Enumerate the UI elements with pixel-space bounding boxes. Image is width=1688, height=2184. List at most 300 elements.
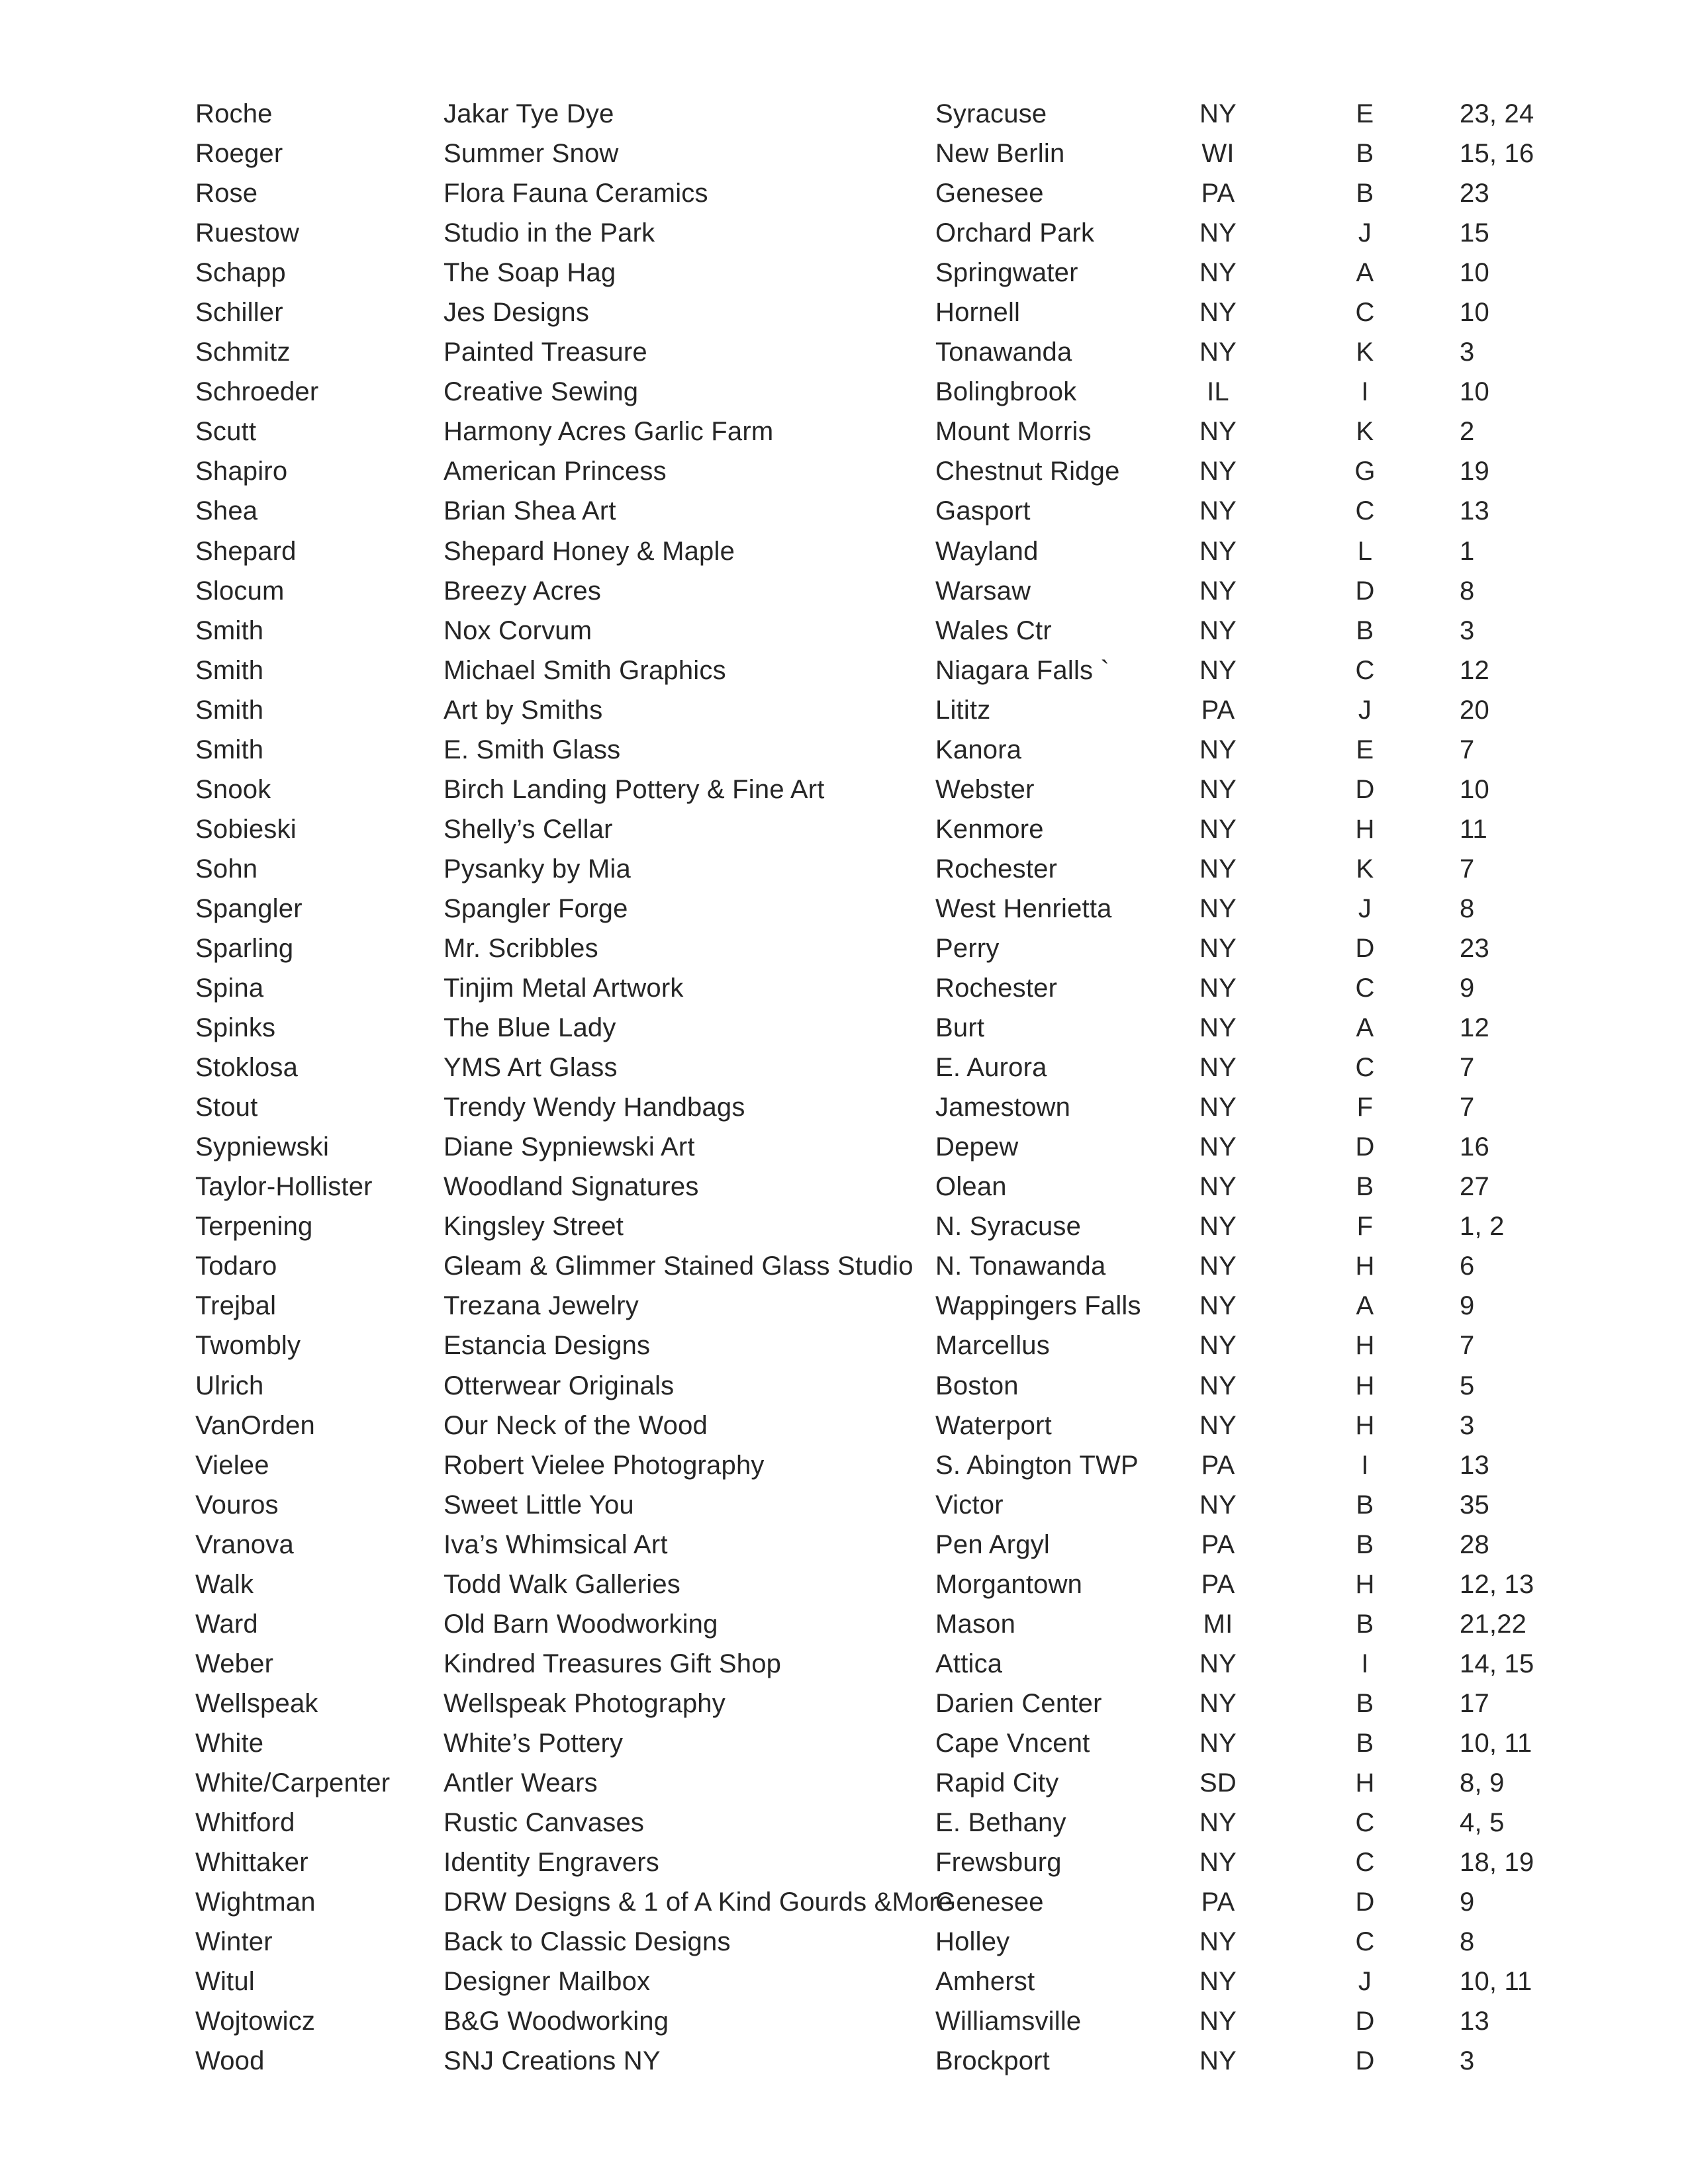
vendor-aisle: B [1356,1688,1374,1718]
vendor-booth-number: 3 [1460,1410,1475,1440]
vendor-aisle: B [1356,1172,1374,1202]
vendor-business-name: Antler Wears [444,1768,598,1797]
vendor-business-name: Woodland Signatures [444,1172,699,1202]
vendor-row [0,1803,1688,1843]
vendor-row [0,1684,1688,1723]
vendor-state: NY [1199,1093,1237,1122]
vendor-aisle: H [1355,1331,1375,1361]
vendor-row [0,1127,1688,1167]
vendor-row [0,1048,1688,1087]
vendor-aisle: B [1356,1529,1374,1559]
vendor-last-name: Smith [195,615,264,645]
vendor-row [0,1962,1688,2001]
vendor-row [0,889,1688,929]
vendor-row [0,1843,1688,1882]
vendor-business-name: SNJ Creations NY [444,2046,661,2076]
vendor-city: Jamestown [935,1093,1071,1122]
vendor-last-name: Vielee [195,1450,269,1480]
vendor-city: Cape Vncent [935,1728,1090,1758]
vendor-business-name: The Blue Lady [444,1013,616,1043]
vendor-state: NY [1199,854,1237,884]
vendor-row [0,651,1688,690]
vendor-directory-table [0,94,1688,2081]
vendor-city: Rochester [935,974,1058,1003]
vendor-last-name: Stout [195,1093,258,1122]
vendor-state: NY [1199,893,1237,923]
vendor-city: Wayland [935,536,1039,566]
vendor-aisle: A [1356,258,1374,288]
vendor-state: NY [1199,2046,1237,2076]
vendor-aisle: E [1356,99,1374,128]
vendor-booth-number: 9 [1460,1888,1475,1917]
vendor-aisle: D [1355,2046,1375,2076]
vendor-last-name: Walk [195,1569,254,1599]
vendor-last-name: Schapp [195,258,286,288]
vendor-state: NY [1199,735,1237,764]
vendor-business-name: Old Barn Woodworking [444,1609,718,1639]
vendor-booth-number: 18, 19 [1460,1848,1534,1878]
vendor-booth-number: 3 [1460,615,1475,645]
vendor-aisle: B [1356,1728,1374,1758]
vendor-last-name: Winter [195,1927,273,1957]
vendor-booth-number: 15, 16 [1460,139,1534,169]
vendor-booth-number: 19 [1460,457,1489,486]
vendor-booth-number: 8 [1460,893,1475,923]
vendor-last-name: Sobieski [195,814,297,844]
vendor-aisle: C [1355,496,1375,526]
vendor-business-name: DRW Designs & 1 of A Kind Gourds &More [444,1888,953,1917]
vendor-booth-number: 3 [1460,338,1475,367]
vendor-booth-number: 23 [1460,933,1489,963]
vendor-aisle: A [1356,1291,1374,1321]
vendor-business-name: Gleam & Glimmer Stained Glass Studio [444,1251,914,1281]
vendor-aisle: I [1361,1649,1369,1678]
vendor-row [0,1763,1688,1803]
vendor-business-name: Diane Sypniewski Art [444,1132,695,1162]
vendor-last-name: Slocum [195,576,285,606]
vendor-state: NY [1199,1212,1237,1242]
vendor-state: NY [1199,1053,1237,1083]
vendor-state: NY [1199,933,1237,963]
vendor-last-name: Schroeder [195,377,319,407]
vendor-business-name: The Soap Hag [444,258,616,288]
vendor-aisle: F [1356,1212,1374,1242]
vendor-state: NY [1199,1410,1237,1440]
vendor-city: Syracuse [935,99,1047,128]
vendor-city: Rapid City [935,1768,1059,1797]
vendor-state: NY [1199,615,1237,645]
vendor-row [0,173,1688,213]
vendor-aisle: D [1355,576,1375,606]
vendor-city: Wales Ctr [935,615,1052,645]
vendor-business-name: Estancia Designs [444,1331,651,1361]
vendor-aisle: D [1355,933,1375,963]
vendor-state: NY [1199,1291,1237,1321]
vendor-booth-number: 1 [1460,536,1475,566]
vendor-booth-number: 7 [1460,1331,1475,1361]
vendor-booth-number: 12, 13 [1460,1569,1534,1599]
vendor-aisle: J [1358,893,1372,923]
vendor-aisle: B [1356,179,1374,208]
vendor-business-name: Creative Sewing [444,377,639,407]
vendor-state: NY [1199,1927,1237,1957]
vendor-city: Kenmore [935,814,1044,844]
vendor-booth-number: 10 [1460,258,1489,288]
vendor-row [0,491,1688,531]
vendor-row [0,1326,1688,1365]
vendor-city: Frewsburg [935,1848,1062,1878]
vendor-booth-number: 10 [1460,774,1489,804]
vendor-state: PA [1201,1569,1235,1599]
vendor-row [0,253,1688,293]
vendor-business-name: Sweet Little You [444,1490,634,1520]
vendor-city: Victor [935,1490,1004,1520]
vendor-aisle: E [1356,735,1374,764]
vendor-city: New Berlin [935,139,1065,169]
vendor-booth-number: 2 [1460,417,1475,447]
vendor-city: Orchard Park [935,218,1095,248]
vendor-state: NY [1199,218,1237,248]
vendor-state: NY [1199,2007,1237,2036]
vendor-aisle: G [1354,457,1376,486]
vendor-state: PA [1201,1529,1235,1559]
vendor-aisle: J [1358,1967,1372,1997]
vendor-city: E. Aurora [935,1053,1047,1083]
vendor-row [0,2041,1688,2081]
vendor-last-name: Shea [195,496,258,526]
vendor-row [0,1604,1688,1644]
vendor-last-name: Wightman [195,1888,316,1917]
vendor-last-name: Weber [195,1649,274,1678]
vendor-business-name: Shelly’s Cellar [444,814,613,844]
vendor-row [0,1366,1688,1406]
vendor-row [0,849,1688,889]
vendor-business-name: Identity Engravers [444,1848,659,1878]
vendor-row [0,929,1688,968]
vendor-state: NY [1199,338,1237,367]
vendor-business-name: Wellspeak Photography [444,1688,726,1718]
vendor-business-name: Kingsley Street [444,1212,624,1242]
vendor-last-name: Sparling [195,933,294,963]
vendor-last-name: Ruestow [195,218,300,248]
vendor-city: Pen Argyl [935,1529,1051,1559]
vendor-state: WI [1201,139,1235,169]
vendor-state: NY [1199,1728,1237,1758]
vendor-row [0,571,1688,611]
vendor-last-name: Spangler [195,893,303,923]
vendor-booth-number: 1, 2 [1460,1212,1505,1242]
vendor-last-name: Snook [195,774,271,804]
vendor-business-name: Birch Landing Pottery & Fine Art [444,774,825,804]
vendor-booth-number: 16 [1460,1132,1489,1162]
vendor-last-name: Shapiro [195,457,288,486]
vendor-city: Brockport [935,2046,1050,2076]
vendor-business-name: Todd Walk Galleries [444,1569,680,1599]
vendor-last-name: Smith [195,735,264,764]
vendor-last-name: Wellspeak [195,1688,318,1718]
vendor-aisle: B [1356,615,1374,645]
vendor-city: E. Bethany [935,1808,1066,1838]
vendor-aisle: I [1361,1450,1369,1480]
vendor-row [0,1087,1688,1127]
vendor-city: Lititz [935,695,991,725]
vendor-row [0,1565,1688,1604]
vendor-last-name: Twombly [195,1331,301,1361]
vendor-last-name: Scutt [195,417,257,447]
vendor-last-name: White [195,1728,264,1758]
vendor-city: Webster [935,774,1035,804]
vendor-state: NY [1199,258,1237,288]
vendor-booth-number: 21,22 [1460,1609,1527,1639]
vendor-city: Depew [935,1132,1019,1162]
vendor-business-name: YMS Art Glass [444,1053,618,1083]
vendor-city: N. Tonawanda [935,1251,1106,1281]
vendor-city: Hornell [935,298,1021,328]
vendor-last-name: Schmitz [195,338,291,367]
vendor-booth-number: 12 [1460,1013,1489,1043]
vendor-booth-number: 13 [1460,2007,1489,2036]
vendor-aisle: H [1355,1410,1375,1440]
vendor-business-name: Studio in the Park [444,218,655,248]
vendor-state: NY [1199,974,1237,1003]
vendor-business-name: Our Neck of the Wood [444,1410,708,1440]
vendor-booth-number: 8 [1460,1927,1475,1957]
vendor-business-name: Shepard Honey & Maple [444,536,735,566]
vendor-booth-number: 8 [1460,576,1475,606]
vendor-business-name: Spangler Forge [444,893,628,923]
vendor-last-name: Taylor-Hollister [195,1172,373,1202]
vendor-last-name: Shepard [195,536,297,566]
vendor-booth-number: 10, 11 [1460,1967,1532,1997]
vendor-city: Wappingers Falls [935,1291,1141,1321]
vendor-business-name: Brian Shea Art [444,496,616,526]
vendor-last-name: Smith [195,655,264,685]
vendor-business-name: Pysanky by Mia [444,854,631,884]
vendor-state: NY [1199,1490,1237,1520]
vendor-business-name: Tinjim Metal Artwork [444,974,684,1003]
vendor-last-name: Spina [195,974,264,1003]
vendor-last-name: Roche [195,99,273,128]
vendor-row [0,1485,1688,1525]
vendor-city: N. Syracuse [935,1212,1082,1242]
vendor-booth-number: 7 [1460,735,1475,764]
vendor-state: NY [1199,814,1237,844]
vendor-state: NY [1199,1688,1237,1718]
vendor-state: NY [1199,774,1237,804]
vendor-city: Amherst [935,1967,1035,1997]
vendor-business-name: Painted Treasure [444,338,647,367]
vendor-business-name: Otterwear Originals [444,1371,675,1400]
vendor-booth-number: 28 [1460,1529,1489,1559]
vendor-booth-number: 8, 9 [1460,1768,1505,1797]
vendor-booth-number: 10, 11 [1460,1728,1532,1758]
vendor-state: NY [1199,1848,1237,1878]
vendor-row [0,1525,1688,1565]
vendor-state: NY [1199,99,1237,128]
vendor-row [0,1206,1688,1246]
vendor-city: Marcellus [935,1331,1050,1361]
vendor-last-name: Todaro [195,1251,277,1281]
vendor-row [0,2001,1688,2041]
vendor-booth-number: 27 [1460,1172,1489,1202]
vendor-booth-number: 13 [1460,496,1489,526]
vendor-last-name: Sohn [195,854,258,884]
vendor-booth-number: 4, 5 [1460,1808,1505,1838]
vendor-last-name: Witul [195,1967,255,1997]
vendor-last-name: VanOrden [195,1410,315,1440]
vendor-city: Rochester [935,854,1058,884]
vendor-last-name: Rose [195,179,258,208]
vendor-state: PA [1201,695,1235,725]
vendor-state: PA [1201,1450,1235,1480]
vendor-last-name: Trejbal [195,1291,277,1321]
vendor-last-name: Stoklosa [195,1053,299,1083]
vendor-business-name: Art by Smiths [444,695,603,725]
vendor-row [0,809,1688,849]
vendor-city: Williamsville [935,2007,1082,2036]
vendor-row [0,531,1688,571]
vendor-city: Morgantown [935,1569,1083,1599]
vendor-row [0,372,1688,412]
vendor-aisle: D [1355,1132,1375,1162]
vendor-state: NY [1199,655,1237,685]
vendor-state: NY [1199,457,1237,486]
vendor-business-name: E. Smith Glass [444,735,621,764]
vendor-row [0,1882,1688,1922]
vendor-aisle: C [1355,655,1375,685]
vendor-aisle: D [1355,2007,1375,2036]
vendor-row [0,968,1688,1008]
vendor-aisle: H [1355,1768,1375,1797]
vendor-aisle: C [1355,298,1375,328]
vendor-last-name: Whitford [195,1808,295,1838]
vendor-business-name: American Princess [444,457,667,486]
vendor-aisle: C [1355,1848,1375,1878]
vendor-aisle: C [1355,1927,1375,1957]
vendor-booth-number: 23 [1460,179,1489,208]
vendor-state: NY [1199,1251,1237,1281]
vendor-business-name: Iva’s Whimsical Art [444,1529,668,1559]
vendor-state: NY [1199,417,1237,447]
vendor-state: NY [1199,1808,1237,1838]
vendor-city: Mount Morris [935,417,1092,447]
vendor-city: Holley [935,1927,1010,1957]
vendor-booth-number: 10 [1460,298,1489,328]
vendor-last-name: Wojtowicz [195,2007,316,2036]
vendor-row [0,770,1688,809]
vendor-aisle: F [1356,1093,1374,1122]
vendor-city: Attica [935,1649,1003,1678]
vendor-aisle: D [1355,774,1375,804]
vendor-aisle: B [1356,1490,1374,1520]
vendor-business-name: Mr. Scribbles [444,933,598,963]
vendor-row [0,1167,1688,1206]
vendor-business-name: Jakar Tye Dye [444,99,614,128]
vendor-booth-number: 13 [1460,1450,1489,1480]
vendor-last-name: Vouros [195,1490,279,1520]
vendor-city: Springwater [935,258,1078,288]
vendor-aisle: L [1357,536,1373,566]
vendor-row [0,1406,1688,1445]
vendor-state: NY [1199,536,1237,566]
vendor-city: Genesee [935,179,1044,208]
vendor-aisle: J [1358,695,1372,725]
vendor-city: Gasport [935,496,1031,526]
vendor-row [0,293,1688,332]
vendor-state: NY [1199,496,1237,526]
vendor-last-name: Vranova [195,1529,294,1559]
vendor-business-name: Rustic Canvases [444,1808,645,1838]
vendor-business-name: Trezana Jewelry [444,1291,639,1321]
vendor-aisle: H [1355,1569,1375,1599]
vendor-booth-number: 35 [1460,1490,1489,1520]
vendor-booth-number: 15 [1460,218,1489,248]
vendor-booth-number: 23, 24 [1460,99,1534,128]
vendor-city: Mason [935,1609,1016,1639]
vendor-state: NY [1199,1172,1237,1202]
vendor-city: Warsaw [935,576,1031,606]
vendor-business-name: Nox Corvum [444,615,592,645]
vendor-state: SD [1199,1768,1237,1797]
vendor-state: NY [1199,1331,1237,1361]
vendor-booth-number: 10 [1460,377,1489,407]
vendor-booth-number: 11 [1460,814,1487,844]
vendor-business-name: Trendy Wendy Handbags [444,1093,745,1122]
vendor-booth-number: 20 [1460,695,1489,725]
vendor-aisle: I [1361,377,1369,407]
vendor-business-name: Summer Snow [444,139,619,169]
vendor-state: PA [1201,1888,1235,1917]
vendor-row [0,730,1688,770]
vendor-booth-number: 3 [1460,2046,1475,2076]
vendor-last-name: Ulrich [195,1371,264,1400]
vendor-last-name: Schiller [195,298,283,328]
vendor-booth-number: 7 [1460,854,1475,884]
vendor-row [0,1723,1688,1763]
vendor-city: S. Abington TWP [935,1450,1139,1480]
vendor-booth-number: 9 [1460,974,1475,1003]
vendor-booth-number: 12 [1460,655,1489,685]
vendor-booth-number: 6 [1460,1251,1475,1281]
vendor-city: Genesee [935,1888,1044,1917]
vendor-last-name: Wood [195,2046,265,2076]
vendor-row [0,412,1688,451]
vendor-row [0,213,1688,253]
vendor-aisle: J [1358,218,1372,248]
vendor-state: IL [1207,377,1229,407]
vendor-row [0,1008,1688,1048]
vendor-business-name: B&G Woodworking [444,2007,669,2036]
vendor-row [0,1644,1688,1684]
vendor-business-name: Jes Designs [444,298,590,328]
vendor-city: Boston [935,1371,1019,1400]
vendor-last-name: Terpening [195,1212,313,1242]
vendor-aisle: H [1355,1371,1375,1400]
vendor-row [0,1246,1688,1286]
vendor-row [0,134,1688,173]
vendor-aisle: K [1356,854,1374,884]
vendor-row [0,1922,1688,1962]
vendor-business-name: White’s Pottery [444,1728,624,1758]
vendor-aisle: C [1355,1808,1375,1838]
vendor-city: Kanora [935,735,1022,764]
vendor-state: PA [1201,179,1235,208]
vendor-state: MI [1203,1609,1233,1639]
vendor-aisle: K [1356,417,1374,447]
vendor-last-name: Sypniewski [195,1132,330,1162]
vendor-city: Olean [935,1172,1007,1202]
vendor-row [0,332,1688,372]
